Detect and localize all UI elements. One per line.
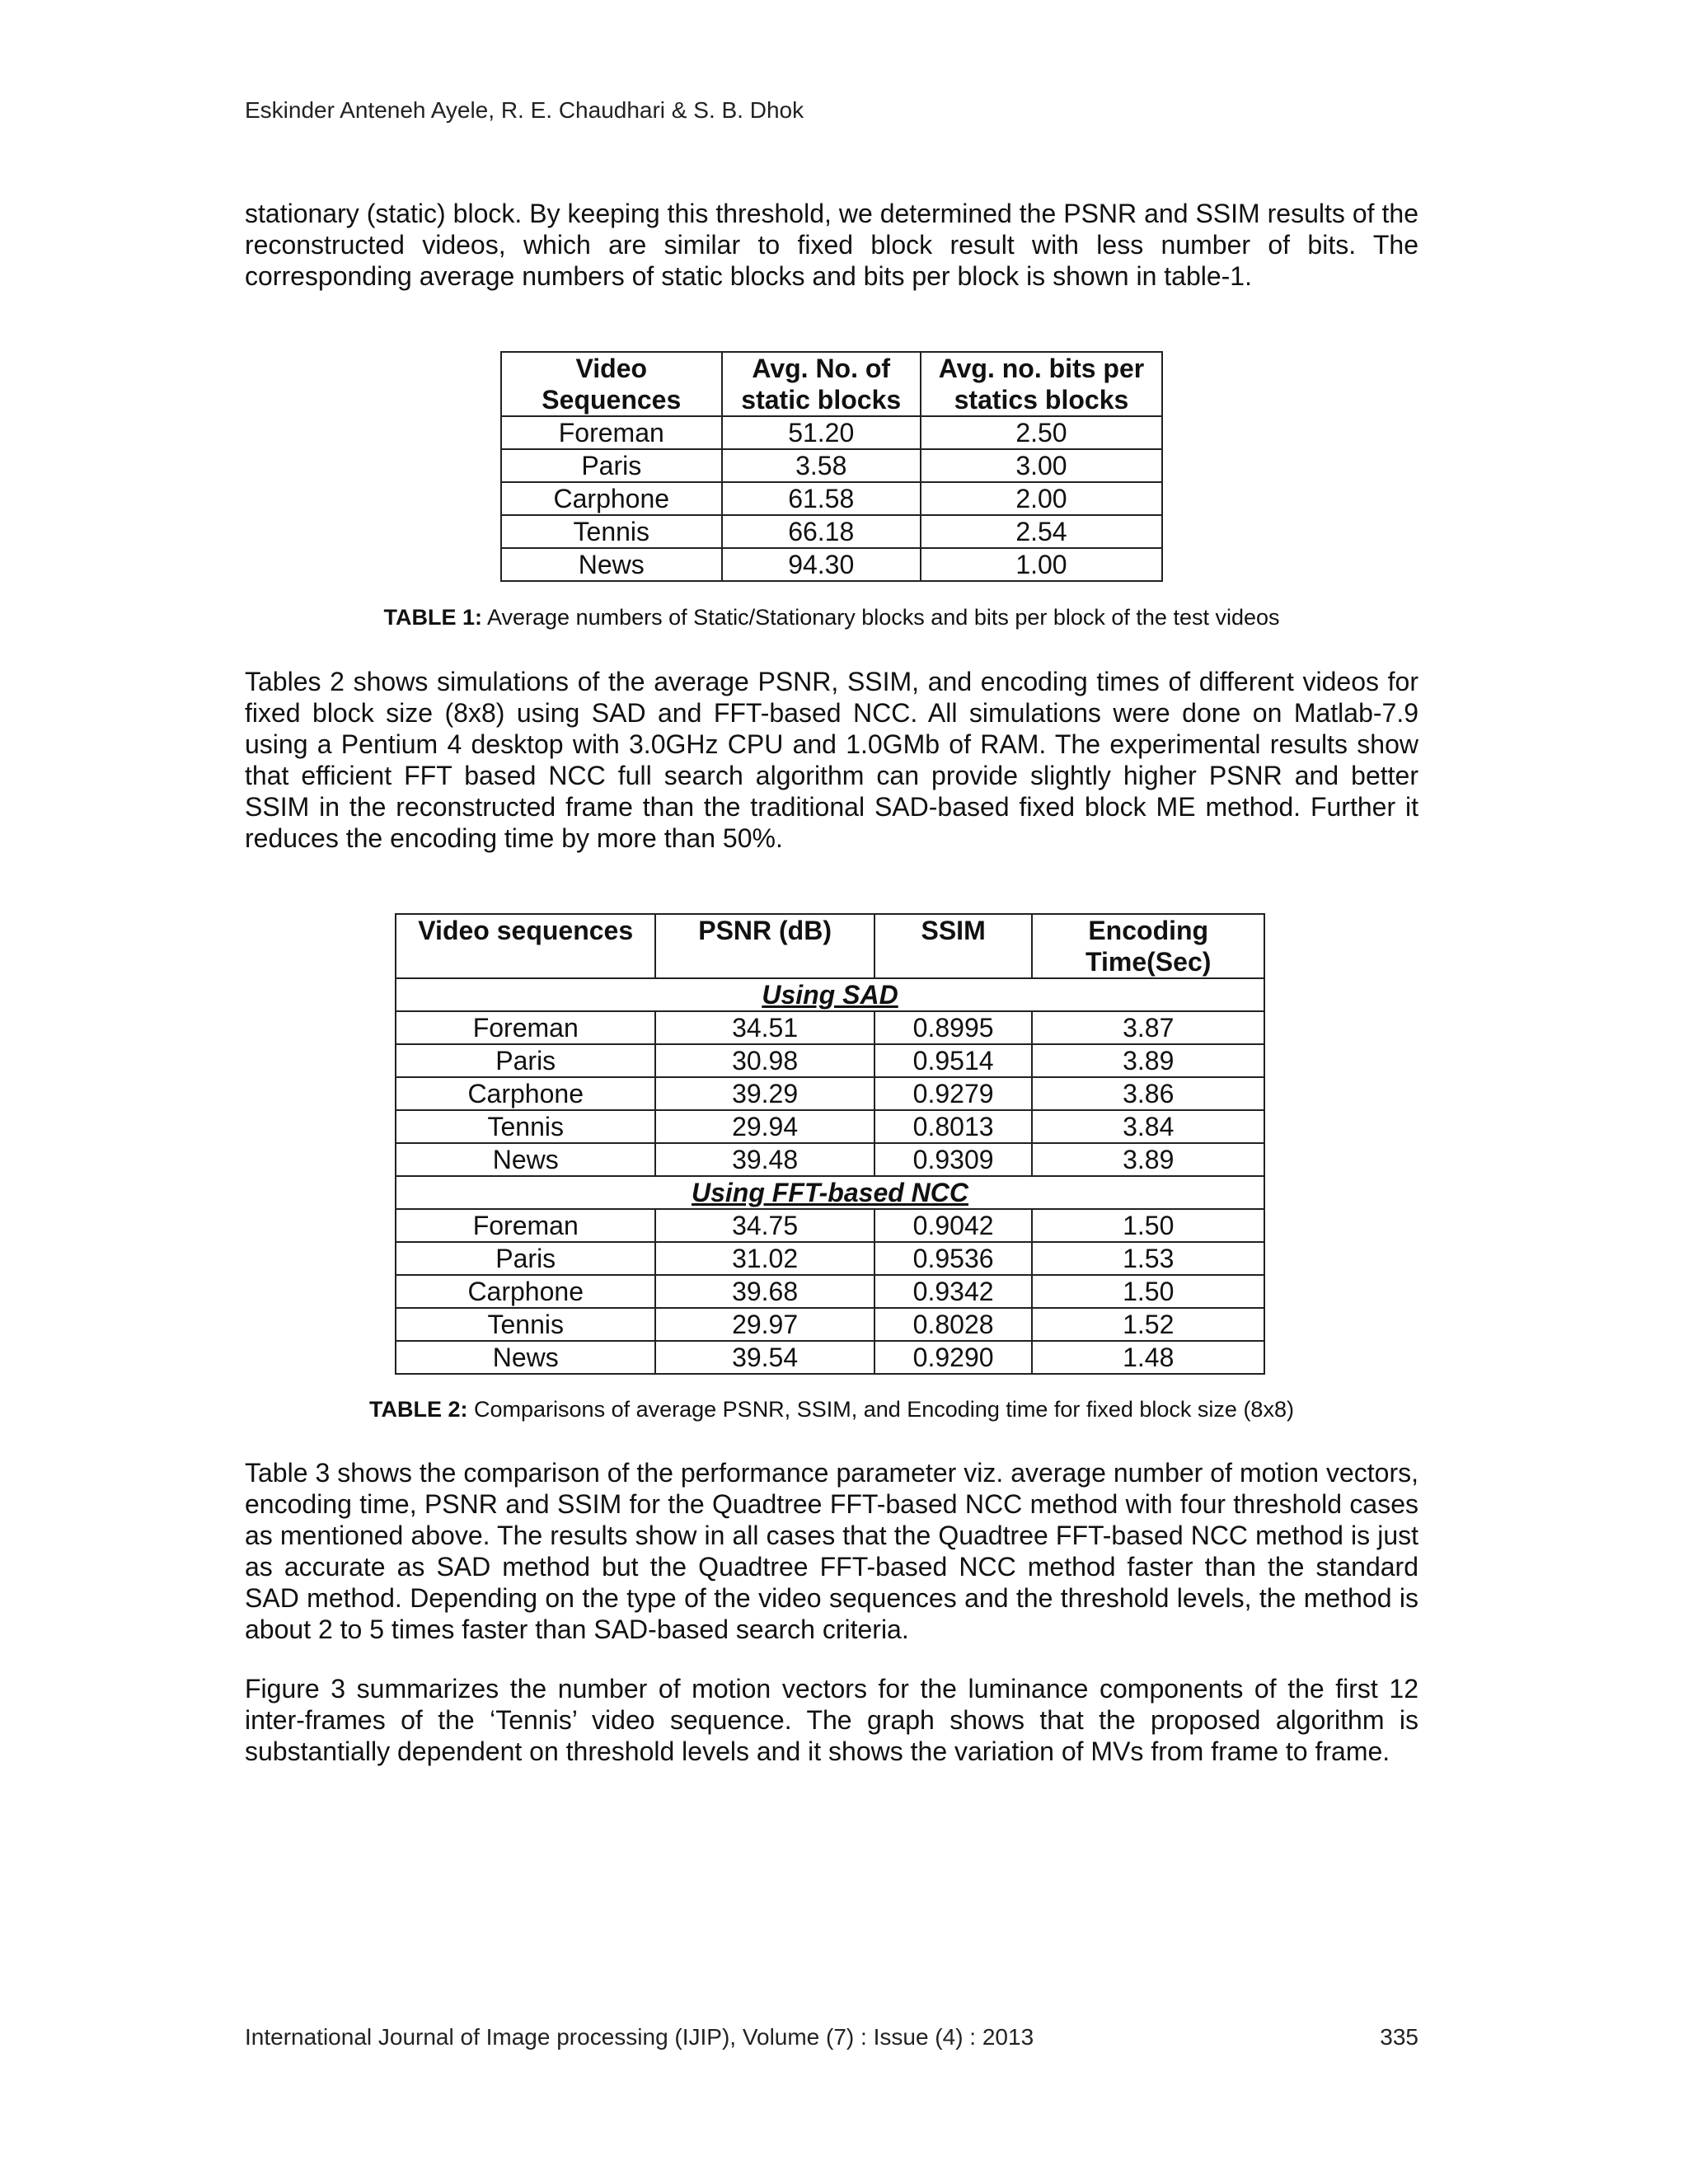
table-1-header-cell: Video Sequences [501,352,722,416]
table-cell: 39.48 [655,1143,874,1176]
table-cell: 3.84 [1032,1110,1264,1143]
table-1-header-cell: Avg. No. of static blocks [722,352,921,416]
caption-text: Comparisons of average PSNR, SSIM, and Encoding time for fixed block size (8x8) [467,1397,1294,1422]
paragraph-3: Table 3 shows the comparison of the performance parameter viz. average number of motion vectors, encoding time, PSNR and SSIM for the Quadtree FFT-based NCC method with four threshold cases as mentioned above. The results show in all cases that the Quadtree FFT-based NCC method is just as accurate as SAD method but the Quadtree FFT-based NCC method faster than the standard SAD method. Depending on the type of the video sequences and the threshold levels, the method is about 2 to 5 times faster than SAD-based search criteria. [245,1458,1418,1644]
table-cell: Paris [396,1044,655,1077]
page-number: 335 [1380,2024,1418,2050]
table-section-row [396,978,1264,1011]
table-cell: 0.9536 [874,1242,1033,1275]
table-1-header-cell: Avg. no. bits per statics blocks [921,352,1162,416]
table-cell: 2.00 [921,482,1162,515]
table-cell: Foreman [501,416,722,449]
table-cell: 0.8995 [874,1011,1033,1044]
caption-label: TABLE 2: [369,1397,468,1422]
table-cell: 34.51 [655,1011,874,1044]
table-row [396,1275,1264,1308]
table-2-header-cell: Video sequences [396,914,655,978]
table-cell: 61.58 [722,482,921,515]
table-cell: Paris [396,1242,655,1275]
table-2 [395,913,1265,1375]
caption-label: TABLE 1: [383,605,482,630]
table-1-caption [245,605,1418,630]
table-cell: Carphone [396,1077,655,1110]
table-cell: 29.97 [655,1308,874,1341]
table-cell: Foreman [396,1209,655,1242]
table-row [396,1110,1264,1143]
table-cell: 0.9279 [874,1077,1033,1110]
table-cell: Foreman [396,1011,655,1044]
table-cell: Carphone [396,1275,655,1308]
table-2-header-row [396,914,1264,978]
table-cell: 1.00 [921,548,1162,581]
table-cell: 1.50 [1032,1209,1264,1242]
table-cell: 3.86 [1032,1077,1264,1110]
table-row [501,416,1162,449]
table-row [396,1011,1264,1044]
table-row [396,1209,1264,1242]
table-cell: 0.8028 [874,1308,1033,1341]
table-cell: 1.52 [1032,1308,1264,1341]
table-cell: Tennis [396,1110,655,1143]
table-cell: Tennis [501,515,722,548]
table-row [396,1044,1264,1077]
table-1 [500,351,1163,582]
table-cell: 34.75 [655,1209,874,1242]
table-cell: Paris [501,449,722,482]
paragraph-4: Figure 3 summarizes the number of motion vectors for the luminance components of the first 12 inter-frames of the ‘Tennis’ video sequence. The graph shows that the proposed algorithm is substantially dependent on threshold levels and it shows the variation of MVs from frame to frame. [245,1674,1418,1766]
table-cell: News [396,1341,655,1374]
table-cell: 1.53 [1032,1242,1264,1275]
table-cell: 3.87 [1032,1011,1264,1044]
table-cell: 0.9290 [874,1341,1033,1374]
paragraph-2: Tables 2 shows simulations of the average PSNR, SSIM, and encoding times of different videos for fixed block size (8x8) using SAD and FFT-based NCC. All simulations were done on Matlab-7.9 using a Pentium 4 desktop with 3.0GHz CPU and 1.0GMb of RAM. The experimental results show that efficient FFT based NCC full search algorithm can provide slightly higher PSNR and better SSIM in the reconstructed frame than the traditional SAD-based fixed block ME method. Further it reduces the encoding time by more than 50%. [245,667,1418,853]
table-cell: 0.9514 [874,1044,1033,1077]
table-row [396,1308,1264,1341]
table-cell: 66.18 [722,515,921,548]
table-cell: 3.58 [722,449,921,482]
table-row [501,548,1162,581]
table-cell: 0.9042 [874,1209,1033,1242]
table-row [396,1077,1264,1110]
table-row [396,1341,1264,1374]
table-cell: 0.9342 [874,1275,1033,1308]
paragraph-1: stationary (static) block. By keeping this threshold, we determined the PSNR and SSIM results of the reconstructed videos, which are similar to fixed block result with less number of bits. The corresponding average numbers of static blocks and bits per block is shown in table-1. [245,199,1418,291]
table-row [501,449,1162,482]
table-2-header-cell: PSNR (dB) [655,914,874,978]
table-row [396,1143,1264,1176]
table-section-row [396,1176,1264,1209]
table-cell: 0.8013 [874,1110,1033,1143]
table-cell: 0.9309 [874,1143,1033,1176]
table-1-header-row [501,352,1162,416]
section-title-sad: Using SAD [396,978,1264,1011]
table-cell: 51.20 [722,416,921,449]
table-cell: 30.98 [655,1044,874,1077]
table-cell: 39.68 [655,1275,874,1308]
table-cell: 39.29 [655,1077,874,1110]
table-cell: 3.00 [921,449,1162,482]
table-cell: 1.50 [1032,1275,1264,1308]
table-cell: 29.94 [655,1110,874,1143]
footer-journal: International Journal of Image processing (IJIP), Volume (7) : Issue (4) : 2013 [245,2024,1034,2050]
table-2-header-cell: Encoding Time(Sec) [1032,914,1264,978]
running-header: Eskinder Anteneh Ayele, R. E. Chaudhari & S. B. Dhok [245,97,804,123]
caption-text: Average numbers of Static/Stationary blocks and bits per block of the test videos [481,605,1280,630]
table-cell: Tennis [396,1308,655,1341]
table-cell: 3.89 [1032,1044,1264,1077]
table-cell: News [501,548,722,581]
table-cell: 94.30 [722,548,921,581]
table-row [501,515,1162,548]
table-cell: 1.48 [1032,1341,1264,1374]
table-cell: 31.02 [655,1242,874,1275]
table-2-header-cell: SSIM [874,914,1033,978]
table-cell: News [396,1143,655,1176]
table-2-caption [245,1397,1418,1422]
section-title-fft-ncc: Using FFT-based NCC [396,1176,1264,1209]
table-row [501,482,1162,515]
table-cell: Carphone [501,482,722,515]
table-cell: 2.54 [921,515,1162,548]
table-cell: 39.54 [655,1341,874,1374]
table-row [396,1242,1264,1275]
table-cell: 3.89 [1032,1143,1264,1176]
table-cell: 2.50 [921,416,1162,449]
